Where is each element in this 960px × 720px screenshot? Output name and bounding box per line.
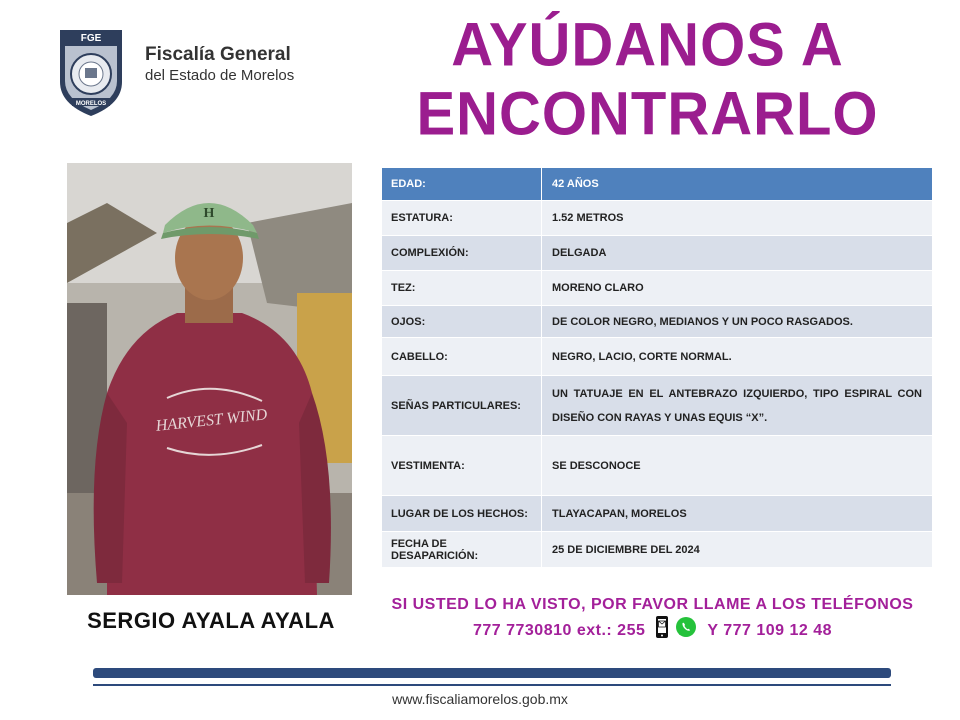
shirt-print-text: HARVEST WIND bbox=[155, 406, 269, 435]
detail-label: ESTATURA: bbox=[382, 201, 542, 236]
phone-number-1: 777 7730810 ext.: 255 bbox=[472, 621, 646, 639]
detail-value: DELGADA bbox=[542, 236, 933, 271]
headline bbox=[380, 11, 915, 150]
logo-acronym: FGE bbox=[80, 33, 102, 44]
detail-row-hair bbox=[382, 338, 933, 376]
contact-cta bbox=[380, 594, 925, 645]
whatsapp-icon bbox=[675, 616, 697, 644]
detail-row-eyes bbox=[382, 306, 933, 338]
detail-value: 42 AÑOS bbox=[542, 168, 933, 201]
detail-value: 1.52 METROS bbox=[542, 201, 933, 236]
mobile-phone-icon bbox=[655, 615, 669, 645]
detail-value: MORENO CLARO bbox=[542, 271, 933, 306]
detail-row-age bbox=[382, 168, 933, 201]
detail-row-date bbox=[382, 532, 933, 568]
detail-row-clothing bbox=[382, 436, 933, 496]
phone-number-2: Y 777 109 12 48 bbox=[707, 621, 833, 639]
detail-row-build bbox=[382, 236, 933, 271]
detail-label: CABELLO: bbox=[382, 338, 542, 376]
detail-label: COMPLEXIÓN: bbox=[382, 236, 542, 271]
detail-value: DE COLOR NEGRO, MEDIANOS Y UN POCO RASGADOS. bbox=[542, 306, 933, 338]
detail-label: SEÑAS PARTICULARES: bbox=[382, 376, 542, 436]
cta-line1: SI USTED LO HA VISTO, POR FAVOR LLAME A LOS TELÉFONOS bbox=[391, 596, 914, 613]
logo-bottom-text: MORELOS bbox=[75, 101, 107, 107]
detail-label: FECHA DE DESAPARICIÓN: bbox=[382, 532, 542, 568]
agency-name bbox=[145, 44, 294, 86]
detail-value: UN TATUAJE EN EL ANTEBRAZO IZQUIERDO, TIPO ESPIRAL CON DISEÑO CON RAYAS Y UNAS EQUIS “X”. bbox=[542, 376, 933, 436]
fge-logo bbox=[54, 26, 128, 118]
cap-logo-text: H bbox=[203, 206, 215, 221]
agency-line2: del Estado de Morelos bbox=[145, 67, 295, 84]
detail-label: OJOS: bbox=[382, 306, 542, 338]
person-name: SERGIO AYALA AYALA bbox=[87, 608, 335, 633]
cta-line2 bbox=[380, 615, 925, 645]
detail-label: EDAD: bbox=[382, 168, 542, 201]
detail-label: TEZ: bbox=[382, 271, 542, 306]
detail-value: TLAYACAPAN, MORELOS bbox=[542, 496, 933, 532]
detail-value: NEGRO, LACIO, CORTE NORMAL. bbox=[542, 338, 933, 376]
footer-divider bbox=[93, 684, 891, 686]
footer-bar bbox=[93, 668, 891, 678]
detail-label: LUGAR DE LOS HECHOS: bbox=[382, 496, 542, 532]
website-link[interactable]: www.fiscaliamorelos.gob.mx bbox=[392, 691, 568, 707]
agency-line1: Fiscalía General bbox=[145, 44, 291, 65]
headline-line2: ENCONTRARLO bbox=[416, 80, 879, 149]
detail-label: VESTIMENTA: bbox=[382, 436, 542, 496]
detail-row-marks bbox=[382, 376, 933, 436]
headline-line1: AYÚDANOS A bbox=[451, 10, 844, 79]
detail-row-height bbox=[382, 201, 933, 236]
detail-row-location bbox=[382, 496, 933, 532]
details-table bbox=[381, 167, 933, 568]
detail-value: 25 DE DICIEMBRE DEL 2024 bbox=[542, 532, 933, 568]
detail-value: SE DESCONOCE bbox=[542, 436, 933, 496]
detail-row-complexion bbox=[382, 271, 933, 306]
missing-person-photo bbox=[67, 163, 352, 595]
